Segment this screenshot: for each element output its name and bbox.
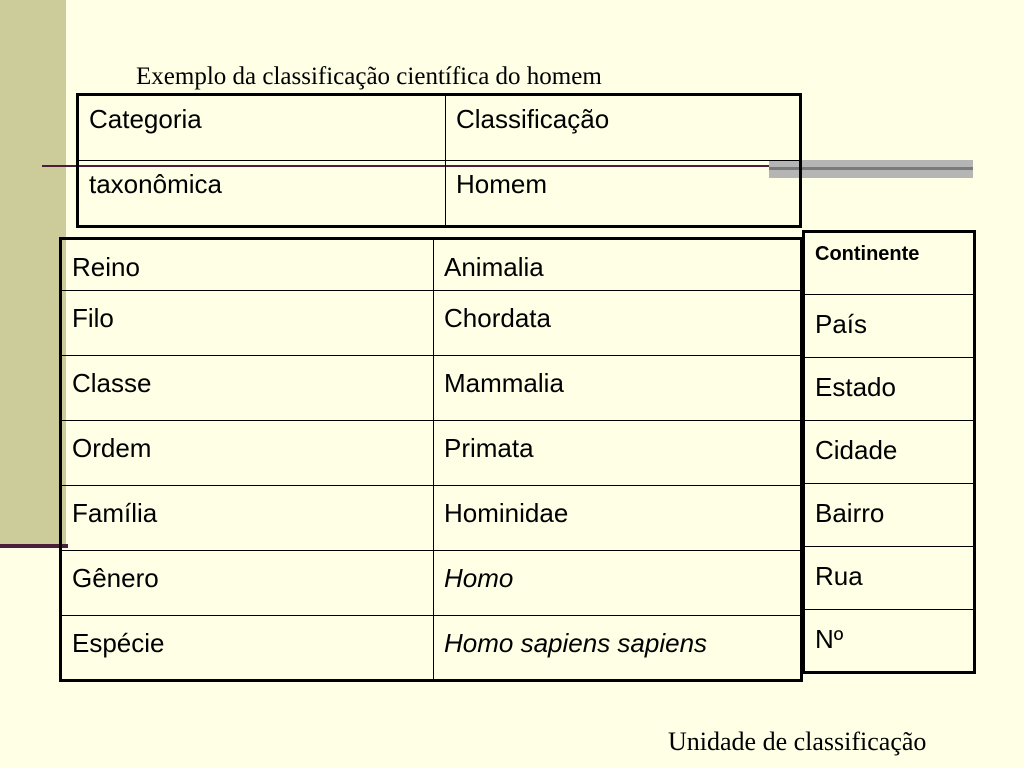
slide-title: Exemplo da classificação científica do homem: [136, 63, 602, 90]
footer-caption: Unidade de classificação: [668, 727, 927, 756]
table-row: [804, 358, 975, 421]
table-row: [804, 484, 975, 547]
table-row: [804, 295, 975, 358]
rank-cell: Ordem: [61, 421, 434, 486]
unit-cell: Bairro: [804, 484, 975, 547]
table-row: [61, 291, 802, 356]
table-row: [61, 616, 802, 681]
header-table: [76, 93, 802, 228]
rank-cell: Espécie: [61, 616, 434, 681]
taxon-cell: Mammalia: [434, 356, 802, 421]
unit-cell: País: [804, 295, 975, 358]
taxon-cell: Hominidae: [434, 486, 802, 551]
table-row: [804, 610, 975, 673]
rank-cell: Reino: [61, 239, 434, 291]
table-row: [804, 232, 975, 295]
table-row: [804, 421, 975, 484]
table-cell: Categoria: [78, 95, 446, 161]
table-row: [61, 356, 802, 421]
decorative-bar-line: [0, 544, 68, 548]
taxon-cell: Animalia: [434, 239, 802, 291]
unit-cell: Nº: [804, 610, 975, 673]
decorative-side-bar: [0, 0, 66, 548]
taxon-cell: Homo: [434, 551, 802, 616]
unit-cell: Estado: [804, 358, 975, 421]
table-row: [804, 547, 975, 610]
table-row: [78, 161, 801, 227]
table-row: [61, 239, 802, 291]
table-cell: taxonômica: [78, 161, 446, 227]
taxon-cell: Primata: [434, 421, 802, 486]
rank-cell: Família: [61, 486, 434, 551]
table-cell: Homem: [446, 161, 801, 227]
taxon-cell: Chordata: [434, 291, 802, 356]
location-units-table: [802, 230, 976, 674]
taxonomy-table: [59, 237, 803, 682]
rank-cell: Filo: [61, 291, 434, 356]
table-row: [61, 551, 802, 616]
rank-cell: Classe: [61, 356, 434, 421]
unit-cell: Cidade: [804, 421, 975, 484]
table-row: [61, 486, 802, 551]
table-row: [78, 95, 801, 161]
unit-cell: Rua: [804, 547, 975, 610]
rank-cell: Gênero: [61, 551, 434, 616]
table-cell: Classificação: [446, 95, 801, 161]
table-row: [61, 421, 802, 486]
taxon-cell: Homo sapiens sapiens: [434, 616, 802, 681]
unit-cell: Continente: [804, 232, 975, 295]
